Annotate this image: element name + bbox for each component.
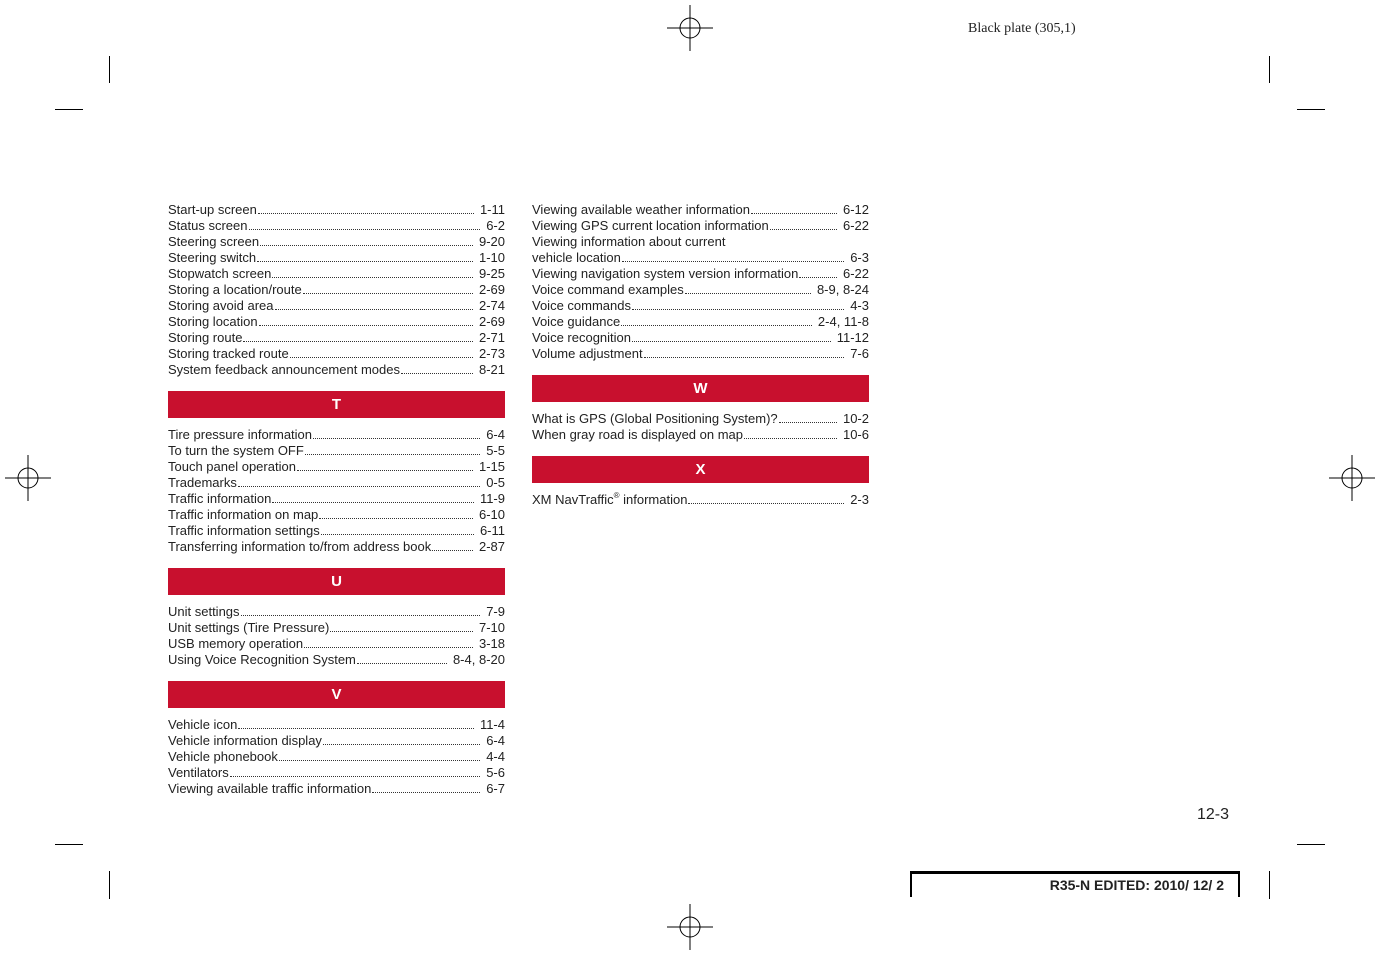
- index-entry: Voice commands 4-3: [532, 298, 869, 313]
- index-entry: Trademarks 0-5: [168, 475, 505, 490]
- index-entry: Vehicle information display 6-4: [168, 733, 505, 748]
- registered-mark: ®: [613, 491, 620, 500]
- index-entry: Storing location 2-69: [168, 314, 505, 329]
- index-entry: Storing avoid area 2-74: [168, 298, 505, 313]
- index-entry: Steering switch 1-10: [168, 250, 505, 265]
- index-entry: What is GPS (Global Positioning System)? 10-2: [532, 411, 869, 426]
- page-number: 12-3: [1197, 806, 1230, 823]
- section-header-t: T: [168, 391, 505, 418]
- registration-mark-left: [5, 455, 51, 501]
- section-header-u: U: [168, 568, 505, 595]
- entries-x: [532, 492, 869, 508]
- index-entry: Touch panel operation 1-15: [168, 459, 505, 474]
- index-right-column: [532, 202, 869, 508]
- index-entry: Using Voice Recognition System 8-4, 8-20: [168, 652, 505, 667]
- index-entry: Status screen 6-2: [168, 218, 505, 233]
- index-entry-line1: Viewing information about current: [532, 234, 726, 249]
- index-entry: Start-up screen 1-11: [168, 202, 505, 217]
- index-entry: Unit settings (Tire Pressure) 7-10: [168, 620, 505, 635]
- index-entry: Unit settings 7-9: [168, 604, 505, 619]
- section-header-x: X: [532, 456, 869, 483]
- registration-mark-right: [1329, 455, 1375, 501]
- index-entry: Steering screen 9-20: [168, 234, 505, 249]
- entries-v: [168, 717, 505, 797]
- index-entry: Ventilators 5-6: [168, 765, 505, 780]
- index-entry: Transferring information to/from address book 2-87: [168, 539, 505, 554]
- index-entry: When gray road is displayed on map 10-6: [532, 427, 869, 442]
- index-entry: Vehicle phonebook 4-4: [168, 749, 505, 764]
- index-entry: Viewing available traffic information 6-7: [168, 781, 505, 796]
- index-left-column: [168, 202, 505, 797]
- plate-label: Black plate (305,1): [968, 21, 1076, 36]
- index-entry: Vehicle icon 11-4: [168, 717, 505, 732]
- index-entry: System feedback announcement modes 8-21: [168, 362, 505, 377]
- registration-mark-top: [667, 5, 713, 51]
- index-entry: Storing a location/route 2-69: [168, 282, 505, 297]
- index-entry: To turn the system OFF 5-5: [168, 443, 505, 458]
- index-entry: Voice guidance 2-4, 11-8: [532, 314, 869, 329]
- index-entry: Tire pressure information 6-4: [168, 427, 505, 442]
- index-entry: Traffic information 11-9: [168, 491, 505, 506]
- index-entry: Viewing available weather information 6-12: [532, 202, 869, 217]
- index-entry: Traffic information on map 6-10: [168, 507, 505, 522]
- index-entry: USB memory operation 3-18: [168, 636, 505, 651]
- entries-s: [168, 202, 505, 378]
- index-entry: XM NavTraffic® information 2-3: [532, 491, 869, 507]
- index-entry: Storing route 2-71: [168, 330, 505, 345]
- index-entry: Viewing navigation system version information 6-22: [532, 266, 869, 281]
- index-entry: Voice recognition 11-12: [532, 330, 869, 345]
- index-entry-line2: vehicle location 6-3: [532, 250, 869, 265]
- section-header-v: V: [168, 681, 505, 708]
- index-entry: Traffic information settings 6-11: [168, 523, 505, 538]
- index-entry: Volume adjustment 7-6: [532, 346, 869, 361]
- index-entry: Voice command examples 8-9, 8-24: [532, 282, 869, 297]
- entries-u: [168, 604, 505, 668]
- entries-w: [532, 411, 869, 443]
- index-entry: Stopwatch screen 9-25: [168, 266, 505, 281]
- entries-v-continued: [532, 202, 869, 362]
- section-header-w: W: [532, 375, 869, 402]
- index-entry: Storing tracked route 2-73: [168, 346, 505, 361]
- registration-mark-bottom: [667, 904, 713, 950]
- entries-t: [168, 427, 505, 555]
- index-entry: Viewing GPS current location information 6-22: [532, 218, 869, 233]
- edited-stamp: R35-N EDITED: 2010/ 12/ 2: [910, 871, 1240, 897]
